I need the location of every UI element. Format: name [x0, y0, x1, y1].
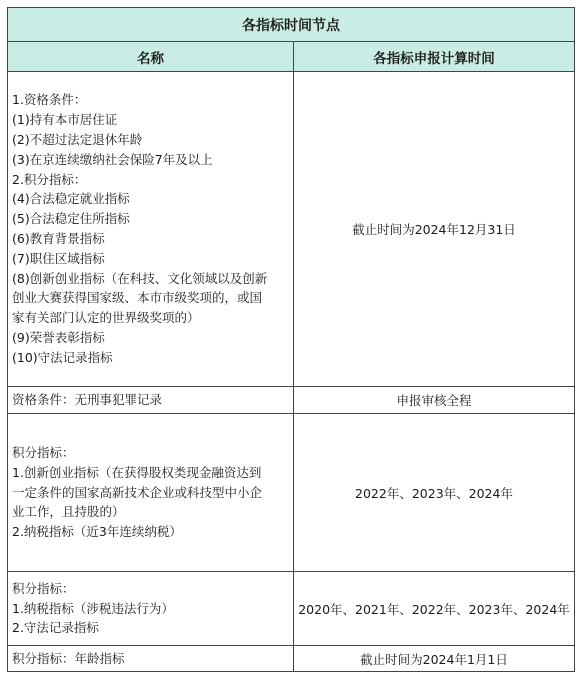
- table-row: [8, 72, 575, 387]
- indicator-name-cell: [8, 572, 294, 646]
- indicator-name-cell: [8, 72, 294, 387]
- indicator-line: 积分指标：年龄指标: [12, 650, 125, 666]
- time-cell: 截止时间为2024年12月31日: [294, 72, 575, 387]
- indicator-line: 业工作，且持股的）: [12, 504, 125, 520]
- column-header-time: 各指标申报计算时间: [294, 42, 575, 72]
- indicator-line: (4)合法稳定就业指标: [12, 191, 130, 207]
- indicator-line: 创业大赛获得国家级、本市市级奖项的，或国: [12, 290, 263, 306]
- table-row: [8, 414, 575, 572]
- indicator-line: (2)不超过法定退休年龄: [12, 132, 143, 148]
- indicator-line: 一定条件的国家高新技术企业或科技型中小企: [12, 484, 263, 500]
- time-nodes-table: [7, 7, 575, 672]
- indicator-line: 2.纳税指标（近3年连续纳税）: [12, 524, 182, 540]
- indicator-line: (5)合法稳定住所指标: [12, 211, 130, 227]
- indicator-line: 1.创新创业指标（在获得股权类现金融资达到: [12, 464, 262, 480]
- indicator-name-cell: [8, 414, 294, 572]
- time-cell: 申报审核全程: [294, 387, 575, 414]
- time-cell: 2022年、2023年、2024年: [294, 414, 575, 572]
- table-row: [8, 572, 575, 646]
- indicator-line: 1.纳税指标（涉税违法行为）: [12, 600, 174, 616]
- indicator-line: (3)在京连续缴纳社会保险7年及以上: [12, 151, 213, 167]
- table-row: [8, 646, 575, 672]
- indicator-line: (1)持有本市居住证: [12, 112, 118, 128]
- indicator-name-cell: [8, 387, 294, 414]
- indicator-line: 2.积分指标：: [12, 171, 87, 187]
- time-cell: 2020年、2021年、2022年、2023年、2024年: [294, 572, 575, 646]
- indicator-line: 2.守法记录指标: [12, 620, 99, 636]
- indicator-line: 家有关部门认定的世界级奖项的）: [12, 310, 200, 326]
- time-cell: 截止时间为2024年1月1日: [294, 646, 575, 672]
- indicator-line: 积分指标：: [12, 580, 75, 596]
- table-row: [8, 387, 575, 414]
- indicator-line: (8)创新创业指标（在科技、文化领域以及创新: [12, 270, 268, 286]
- indicator-line: (6)教育背景指标: [12, 231, 105, 246]
- indicator-name-cell: [8, 646, 294, 672]
- indicator-line: 资格条件：无刑事犯罪记录: [12, 392, 163, 408]
- table-title: 各指标时间节点: [8, 8, 575, 42]
- column-header-name: 名称: [8, 42, 294, 72]
- indicator-line: (9)荣誉表彰指标: [12, 329, 105, 345]
- indicator-line: (10)守法记录指标: [12, 349, 113, 365]
- indicator-line: (7)职住区域指标: [12, 250, 105, 266]
- indicator-line: 积分指标：: [12, 445, 75, 460]
- indicator-line: 1.资格条件：: [12, 92, 87, 108]
